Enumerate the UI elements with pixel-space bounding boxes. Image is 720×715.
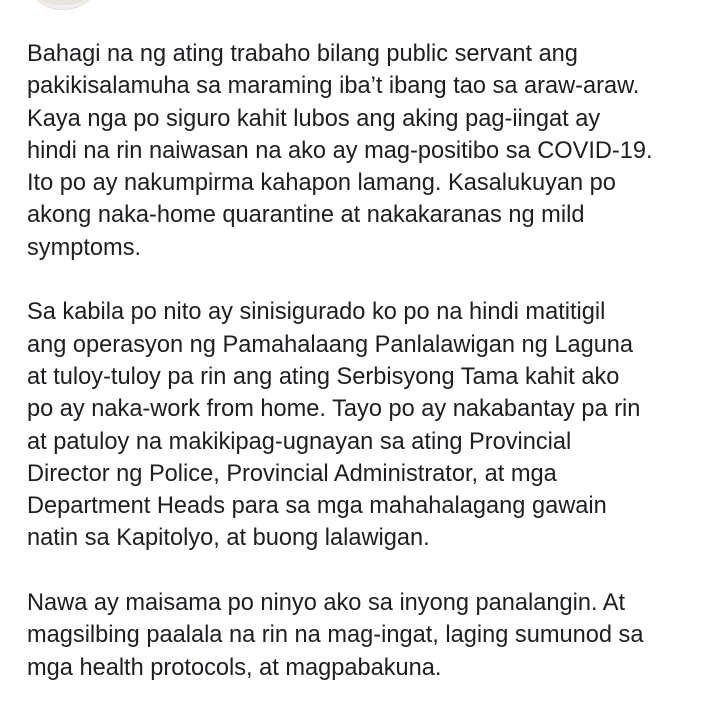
post-line: ang operasyon ng Pamahalaang Panlalawigan ng Laguna [27, 331, 634, 358]
avatar[interactable] [30, 0, 96, 10]
post-line: Bahagi na ng ating trabaho bilang public servant ang [27, 41, 578, 67]
post-line: pakikisalamuha sa maraming iba’t ibang tao sa araw-araw. [27, 73, 640, 100]
post-paragraph-2 [27, 296, 707, 554]
post-line: Sa kabila po nito ay sinisigurado ko po na hindi matitigil [27, 299, 606, 326]
post-line: mga health protocols, at magpabakuna. [27, 654, 442, 681]
post-paragraph-3 [27, 587, 707, 684]
post-paragraph-1 [27, 38, 707, 264]
post-line: Ito po ay nakumpirma kahapon lamang. Kasalukuyan po [27, 170, 616, 197]
post-line: symptoms. [27, 234, 142, 261]
post-line: Director ng Police, Provincial Administrator, at mga [27, 460, 557, 487]
post-line: at tuloy-tuloy pa rin ang ating Serbisyong Tama kahit ako [27, 363, 620, 390]
post-line: Kaya nga po siguro kahit lubos ang aking pag-iingat ay [27, 105, 601, 132]
post-line: akong naka-home quarantine at nakakaranas ng mild [27, 202, 585, 229]
post-line: Department Heads para sa mga mahahalagang gawain [27, 493, 607, 520]
post-line: po ay naka-work from home. Tayo po ay nakabantay pa rin [27, 396, 641, 423]
post-line: natin sa Kapitolyo, at buong lalawigan. [27, 525, 430, 552]
post-line: magsilbing paalala na rin na mag-ingat, laging sumunod sa [27, 622, 644, 649]
post-line: at patuloy na makikipag-ugnayan sa ating Provincial [27, 428, 572, 455]
post-line: Nawa ay maisama po ninyo ako sa inyong panalangin. At [27, 590, 626, 617]
post-line: hindi na rin naiwasan na ako ay mag-positibo sa COVID-19. [27, 137, 653, 164]
post-text [27, 38, 707, 684]
